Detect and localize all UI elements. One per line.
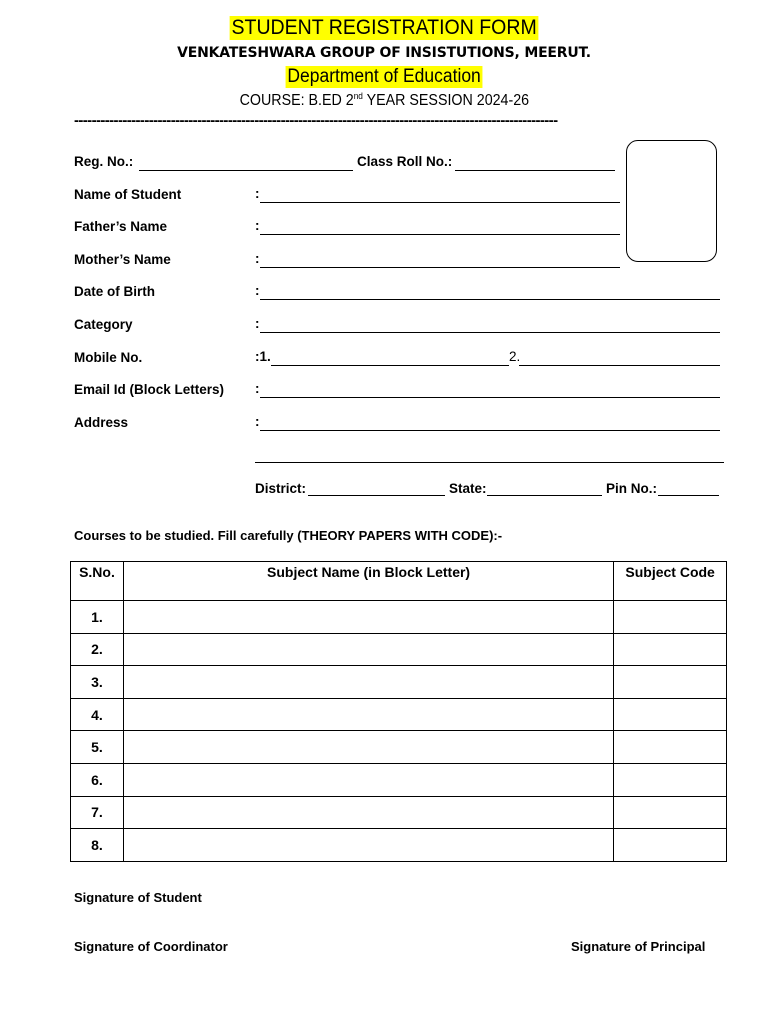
district-label: District: (255, 481, 307, 496)
column-header-subject-code: Subject Code (614, 562, 727, 601)
student-signature-label: Signature of Student (74, 890, 202, 905)
subject-code-cell[interactable] (614, 829, 727, 862)
reg-no-field[interactable] (139, 170, 353, 171)
subject-name-cell[interactable] (123, 601, 613, 634)
table-row (71, 829, 727, 862)
pin-label: Pin No.: (606, 481, 657, 496)
table-row (71, 763, 727, 796)
colon: : (255, 218, 260, 233)
column-header-subject-name: Subject Name (in Block Letter) (123, 562, 613, 601)
email-field[interactable] (260, 397, 720, 398)
table-row (71, 698, 727, 731)
table-header-row (71, 562, 727, 601)
row-number: 5. (71, 731, 124, 764)
mother-name-label: Mother’s Name (74, 252, 171, 267)
class-roll-field[interactable] (455, 170, 615, 171)
mother-name-field[interactable] (260, 267, 620, 268)
table-row (71, 633, 727, 666)
mobile-1-field[interactable] (271, 365, 509, 366)
course-line: COURSE: B.ED 2nd YEAR SESSION 2024-26 (239, 91, 529, 110)
colon: : (255, 381, 260, 396)
dob-label: Date of Birth (74, 284, 155, 299)
colon: : (255, 186, 260, 201)
institution-name: VENKATESHWARA GROUP OF INSISTUTIONS, MEERUT. (177, 45, 591, 61)
department-name: Department of Education (287, 66, 481, 87)
student-name-label: Name of Student (74, 187, 182, 202)
student-name-field[interactable] (260, 202, 620, 203)
mobile-2-label: 2. (509, 349, 521, 364)
row-number: 4. (71, 698, 124, 731)
courses-heading: Courses to be studied. Fill carefully (THEORY PAPERS WITH CODE):- (74, 528, 503, 543)
subject-code-cell[interactable] (614, 633, 727, 666)
row-number: 8. (71, 829, 124, 862)
principal-signature-label: Signature of Principal (571, 939, 706, 954)
row-number: 7. (71, 796, 124, 829)
photo-box[interactable] (626, 140, 717, 262)
subject-name-cell[interactable] (123, 829, 613, 862)
category-label: Category (74, 317, 133, 332)
form-title: STUDENT REGISTRATION FORM (231, 16, 537, 39)
row-number: 2. (71, 633, 124, 666)
subject-name-cell[interactable] (123, 698, 613, 731)
subject-name-cell[interactable] (123, 666, 613, 699)
pin-field[interactable] (658, 495, 719, 496)
subject-name-cell[interactable] (123, 731, 613, 764)
mobile-label: Mobile No. (74, 350, 143, 365)
address-field-line-2[interactable] (255, 462, 724, 463)
subjects-table (70, 561, 727, 862)
colon: : (255, 414, 260, 429)
category-field[interactable] (260, 332, 720, 333)
father-name-field[interactable] (260, 234, 620, 235)
mobile-1-label: :1. (255, 349, 271, 364)
subject-name-cell[interactable] (123, 796, 613, 829)
subject-name-cell[interactable] (123, 763, 613, 796)
district-field[interactable] (308, 495, 445, 496)
address-field-line-1[interactable] (260, 430, 720, 431)
subject-code-cell[interactable] (614, 601, 727, 634)
coordinator-signature-label: Signature of Coordinator (74, 939, 228, 954)
table-row (71, 666, 727, 699)
dob-field[interactable] (260, 299, 720, 300)
colon: : (255, 316, 260, 331)
email-label: Email Id (Block Letters) (74, 382, 225, 397)
subject-name-cell[interactable] (123, 633, 613, 666)
subject-code-cell[interactable] (614, 698, 727, 731)
father-name-label: Father’s Name (74, 219, 168, 234)
state-field[interactable] (487, 495, 602, 496)
table-row (71, 731, 727, 764)
colon: : (255, 283, 260, 298)
row-number: 1. (71, 601, 124, 634)
header-divider: -------------------------------------------------------------------------------------------------------------- (74, 112, 558, 129)
subject-code-cell[interactable] (614, 796, 727, 829)
colon: : (255, 251, 260, 266)
subject-code-cell[interactable] (614, 666, 727, 699)
table-row (71, 601, 727, 634)
reg-no-label: Reg. No.: (74, 154, 134, 169)
column-header-sno: S.No. (71, 562, 124, 601)
mobile-2-field[interactable] (519, 365, 720, 366)
row-number: 6. (71, 763, 124, 796)
class-roll-label: Class Roll No.: (357, 154, 453, 169)
state-label: State: (449, 481, 487, 496)
address-label: Address (74, 415, 129, 430)
subject-code-cell[interactable] (614, 763, 727, 796)
table-row (71, 796, 727, 829)
row-number: 3. (71, 666, 124, 699)
subject-code-cell[interactable] (614, 731, 727, 764)
